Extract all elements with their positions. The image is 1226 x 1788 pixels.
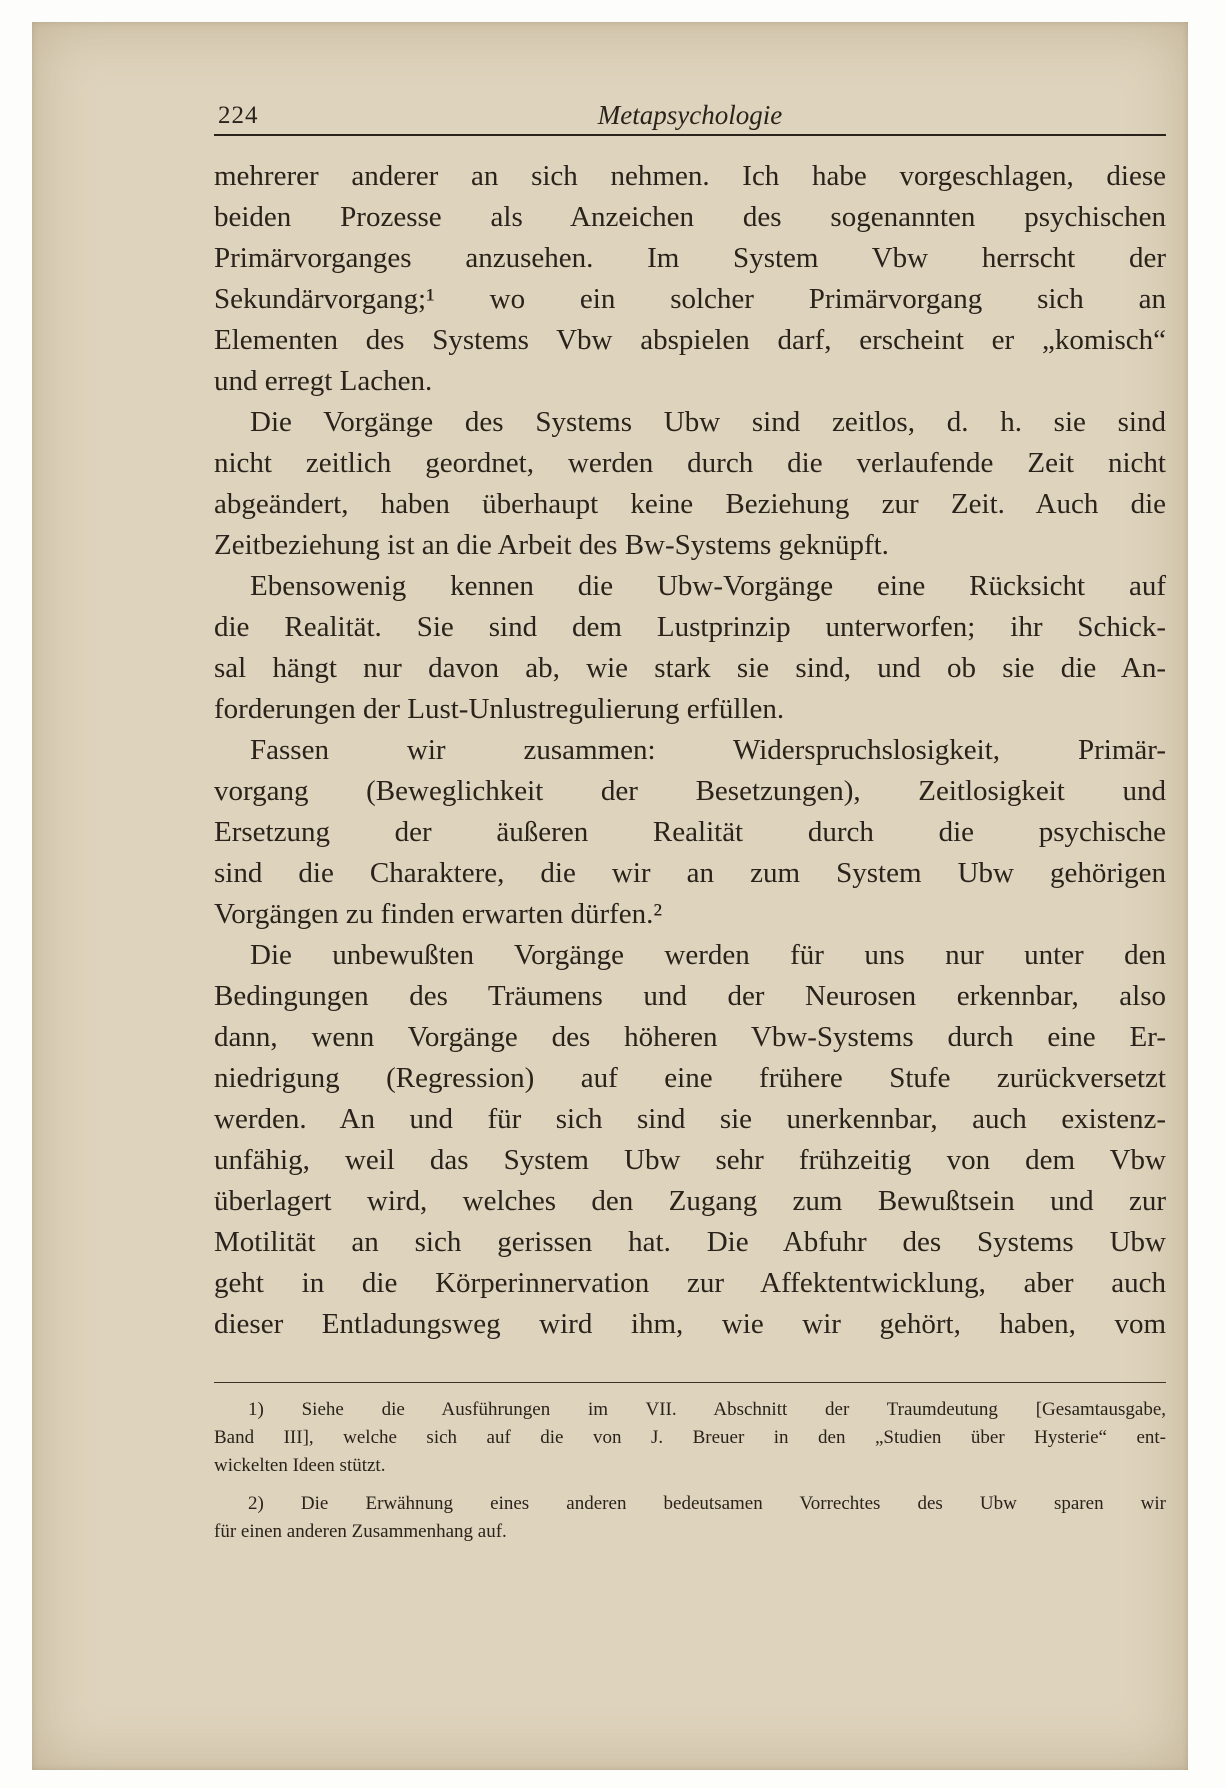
text-line: Fassen wir zusammen: Widerspruchslosigkeit, Primär- [250,734,1166,766]
footnote-line: für einen anderen Zusammenhang auf. [214,1521,507,1542]
text-line: sal hängt nur davon ab, wie stark sie sind, und ob sie die An- [214,652,1166,684]
text-line: Sekundärvorgang;¹ wo ein solcher Primärvorgang sich an [214,283,1166,315]
footnotes [214,1396,1166,1546]
text-line: unfähig, weil das System Ubw sehr frühzeitig von dem Vbw [214,1144,1166,1176]
text-line: geht in die Körperinnervation zur Affektentwicklung, aber auch [214,1267,1166,1299]
footnote-line: wickelten Ideen stützt. [214,1455,386,1476]
page-number: 224 [218,102,259,129]
text-line: nicht zeitlich geordnet, werden durch die verlaufende Zeit nicht [214,447,1166,479]
text-line: forderungen der Lust-Unlustregulierung erfüllen. [214,693,785,725]
body-text [214,156,1166,1345]
footnote-rule [214,1382,1166,1383]
header-rule [214,134,1166,136]
text-line: werden. An und für sich sind sie unerkennbar, auch existenz- [214,1103,1166,1135]
text-line: niedrigung (Regression) auf eine frühere Stufe zurückversetzt [214,1062,1166,1094]
text-line: dann, wenn Vorgänge des höheren Vbw-Systems durch eine Er- [214,1021,1166,1053]
text-line: mehrerer anderer an sich nehmen. Ich habe vorgeschlagen, diese [214,160,1166,192]
text-line: überlagert wird, welches den Zugang zum Bewußtsein und zur [214,1185,1166,1217]
text-line: Zeitbeziehung ist an die Arbeit des Bw-Systems geknüpft. [214,529,889,561]
text-line: Elementen des Systems Vbw abspielen darf, erscheint er „komisch“ [214,324,1166,356]
page-header-title: Metapsychologie [597,100,783,130]
text-line: die Realität. Sie sind dem Lustprinzip unterworfen; ihr Schick- [214,611,1166,643]
text-line: beiden Prozesse als Anzeichen des sogenannten psychischen [214,201,1166,233]
text-line: dieser Entladungsweg wird ihm, wie wir gehört, haben, vom [214,1308,1166,1340]
footnote-line: Band III], welche sich auf die von J. Breuer in den „Studien über Hysterie“ ent- [214,1427,1166,1448]
text-line: Die unbewußten Vorgänge werden für uns nur unter den [250,939,1166,971]
text-line: Motilität an sich gerissen hat. Die Abfuhr des Systems Ubw [214,1226,1166,1258]
footnote-line: 2) Die Erwähnung eines anderen bedeutsamen Vorrechtes des Ubw sparen wir [248,1493,1166,1514]
text-line: Bedingungen des Träumens und der Neurosen erkennbar, also [214,980,1166,1012]
book-page [32,22,1188,1770]
text-line: Vorgängen zu finden erwarten dürfen.² [214,898,663,930]
footnote-gap [214,1480,1166,1490]
text-line: Die Vorgänge des Systems Ubw sind zeitlos, d. h. sie sind [250,406,1166,438]
footnote-line: 1) Siehe die Ausführungen im VII. Abschnitt der Traumdeutung [Gesamtausgabe, [248,1399,1166,1420]
running-head [214,96,1166,136]
text-line: Primärvorganges anzusehen. Im System Vbw herrscht der [214,242,1166,274]
text-line: vorgang (Beweglichkeit der Besetzungen), Zeitlosigkeit und [214,775,1166,807]
text-line: Ersetzung der äußeren Realität durch die psychische [214,816,1166,848]
text-line: sind die Charaktere, die wir an zum System Ubw gehörigen [214,857,1166,889]
text-line: Ebensowenig kennen die Ubw-Vorgänge eine Rücksicht auf [250,570,1166,602]
text-line: und erregt Lachen. [214,365,433,397]
text-line: abgeändert, haben überhaupt keine Beziehung zur Zeit. Auch die [214,488,1166,520]
